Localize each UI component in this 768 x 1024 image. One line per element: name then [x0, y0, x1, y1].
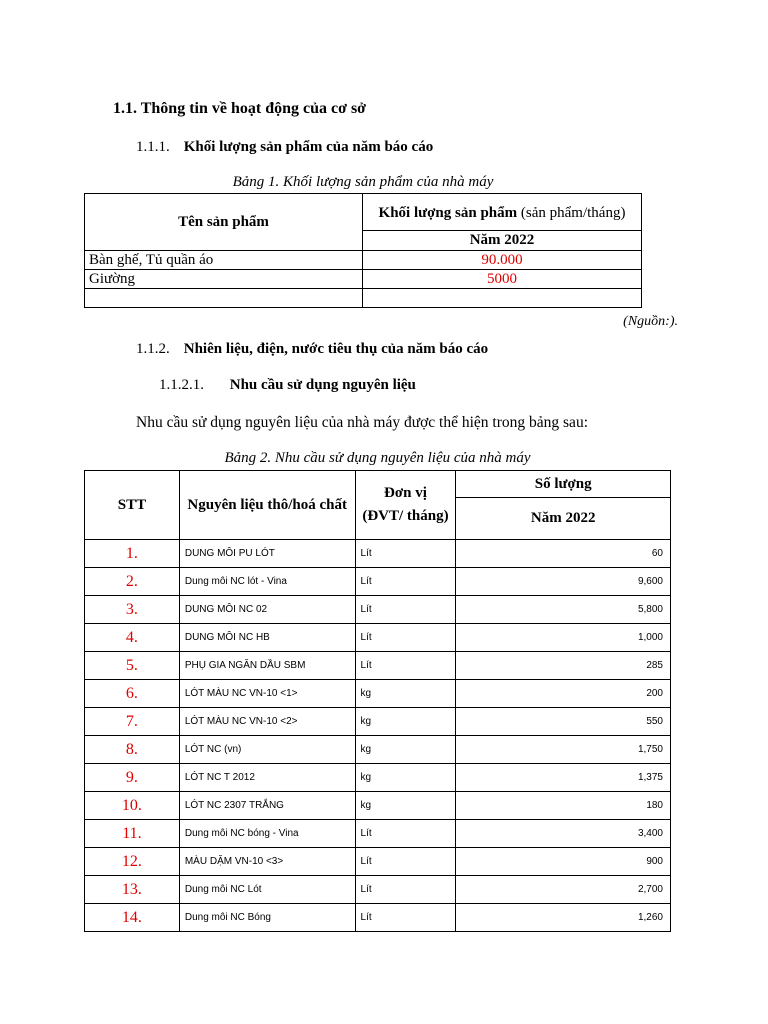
material-unit: Lít — [355, 624, 456, 652]
table-row-empty — [85, 289, 642, 308]
row-number: 12. — [85, 848, 180, 876]
table-row — [85, 680, 671, 708]
material-name: DUNG MÔI PU LÓT — [179, 540, 355, 568]
row-number: 5. — [85, 652, 180, 680]
col-header-volume-bold: Khối lượng sản phẩm — [378, 204, 518, 221]
col-header-product: Tên sản phẩm — [85, 194, 363, 251]
col-header-unit-line2: (ĐVT/ tháng) — [362, 508, 449, 524]
material-name: MÀU DẶM VN-10 <3> — [179, 848, 355, 876]
heading-number: 1.1. — [113, 100, 137, 117]
material-quantity: 1,000 — [456, 624, 671, 652]
table-1-caption: Bảng 1. Khối lượng sản phẩm của nhà máy — [232, 174, 494, 190]
product-volume: 90.000 — [363, 251, 642, 270]
row-number: 10. — [85, 792, 180, 820]
raw-material-table — [84, 470, 671, 932]
row-number: 8. — [85, 736, 180, 764]
material-quantity: 9,600 — [456, 568, 671, 596]
material-name: LÓT NC 2307 TRẮNG — [179, 792, 355, 820]
table-row — [85, 764, 671, 792]
row-number: 7. — [85, 708, 180, 736]
table-row — [85, 624, 671, 652]
product-volume-table — [84, 193, 642, 308]
row-number: 2. — [85, 568, 180, 596]
row-number: 9. — [85, 764, 180, 792]
material-quantity: 3,400 — [456, 820, 671, 848]
heading-text: Khối lượng sản phẩm của năm báo cáo — [183, 139, 434, 155]
material-quantity: 2,700 — [456, 876, 671, 904]
material-name: LÓT MÀU NC VN-10 <2> — [179, 708, 355, 736]
col-header-volume — [363, 194, 642, 231]
material-name: LÓT NC (vn) — [179, 736, 355, 764]
material-quantity: 60 — [456, 540, 671, 568]
table-1-source: (Nguồn:). — [623, 314, 678, 329]
col-header-material: Nguyên liệu thô/hoá chất — [179, 471, 355, 540]
material-quantity: 550 — [456, 708, 671, 736]
material-unit: Lít — [355, 652, 456, 680]
material-quantity: 180 — [456, 792, 671, 820]
material-unit: Lít — [355, 848, 456, 876]
material-unit: Lít — [355, 820, 456, 848]
material-quantity: 285 — [456, 652, 671, 680]
material-unit: Lít — [355, 540, 456, 568]
col-header-unit-line1: Đơn vị — [384, 485, 427, 501]
section-heading-1-1-2-1 — [159, 377, 416, 394]
table-row — [85, 876, 671, 904]
material-unit: kg — [355, 764, 456, 792]
heading-number: 1.1.2. — [136, 341, 170, 357]
table-row — [85, 270, 642, 289]
section-heading-1-1-1 — [136, 139, 433, 156]
row-number: 3. — [85, 596, 180, 624]
heading-text: Thông tin về hoạt động của cơ sở — [140, 100, 367, 117]
row-number: 4. — [85, 624, 180, 652]
table-row — [85, 792, 671, 820]
col-header-year: Năm 2022 — [363, 231, 642, 251]
material-unit: Lít — [355, 568, 456, 596]
material-name: LÓT NC T 2012 — [179, 764, 355, 792]
material-unit: kg — [355, 792, 456, 820]
table-row — [85, 904, 671, 932]
table-row — [85, 708, 671, 736]
intro-paragraph: Nhu cầu sử dụng nguyên liệu của nhà máy được thể hiện trong bảng sau: — [136, 414, 588, 431]
material-name: Dung môi NC Bóng — [179, 904, 355, 932]
table-row — [85, 568, 671, 596]
row-number: 13. — [85, 876, 180, 904]
material-name: Dung môi NC bóng - Vina — [179, 820, 355, 848]
material-name: LÓT MÀU NC VN-10 <1> — [179, 680, 355, 708]
row-number: 14. — [85, 904, 180, 932]
table-row — [85, 596, 671, 624]
table-2-caption: Bảng 2. Nhu cầu sử dụng nguyên liệu của nhà máy — [224, 450, 531, 466]
table-row — [85, 848, 671, 876]
col-header-quantity: Số lượng — [456, 471, 671, 498]
heading-number: 1.1.2.1. — [159, 377, 204, 393]
material-quantity: 5,800 — [456, 596, 671, 624]
material-name: DUNG MÔI NC HB — [179, 624, 355, 652]
table-row — [85, 540, 671, 568]
material-quantity: 200 — [456, 680, 671, 708]
material-name: DUNG MÔI NC 02 — [179, 596, 355, 624]
section-heading-1-1-2 — [136, 341, 488, 358]
heading-text: Nhu cầu sử dụng nguyên liệu — [229, 377, 416, 393]
heading-text: Nhiên liệu, điện, nước tiêu thụ của năm báo cáo — [183, 341, 489, 357]
table-row — [85, 820, 671, 848]
material-unit: kg — [355, 708, 456, 736]
col-header-volume-unit: (sản phẩm/tháng) — [520, 204, 626, 221]
table-row — [85, 736, 671, 764]
material-name: Dung môi NC Lót — [179, 876, 355, 904]
col-header-year: Năm 2022 — [456, 498, 671, 540]
material-unit: Lít — [355, 904, 456, 932]
material-name: Dung môi NC lót - Vina — [179, 568, 355, 596]
product-volume: 5000 — [363, 270, 642, 289]
table-row — [85, 251, 642, 270]
table-row — [85, 652, 671, 680]
heading-number: 1.1.1. — [136, 139, 170, 155]
material-quantity: 900 — [456, 848, 671, 876]
col-header-unit — [355, 471, 456, 540]
material-quantity: 1,750 — [456, 736, 671, 764]
material-unit: kg — [355, 680, 456, 708]
material-name: PHỤ GIA NGĂN DẦU SBM — [179, 652, 355, 680]
product-name: Bàn ghế, Tủ quần áo — [85, 251, 363, 270]
section-heading-1-1 — [113, 100, 366, 118]
row-number: 11. — [85, 820, 180, 848]
material-unit: kg — [355, 736, 456, 764]
row-number: 6. — [85, 680, 180, 708]
row-number: 1. — [85, 540, 180, 568]
empty-cell — [85, 289, 363, 308]
material-unit: Lít — [355, 876, 456, 904]
empty-cell — [363, 289, 642, 308]
material-quantity: 1,260 — [456, 904, 671, 932]
col-header-stt: STT — [85, 471, 180, 540]
product-name: Giường — [85, 270, 363, 289]
material-unit: Lít — [355, 596, 456, 624]
material-quantity: 1,375 — [456, 764, 671, 792]
